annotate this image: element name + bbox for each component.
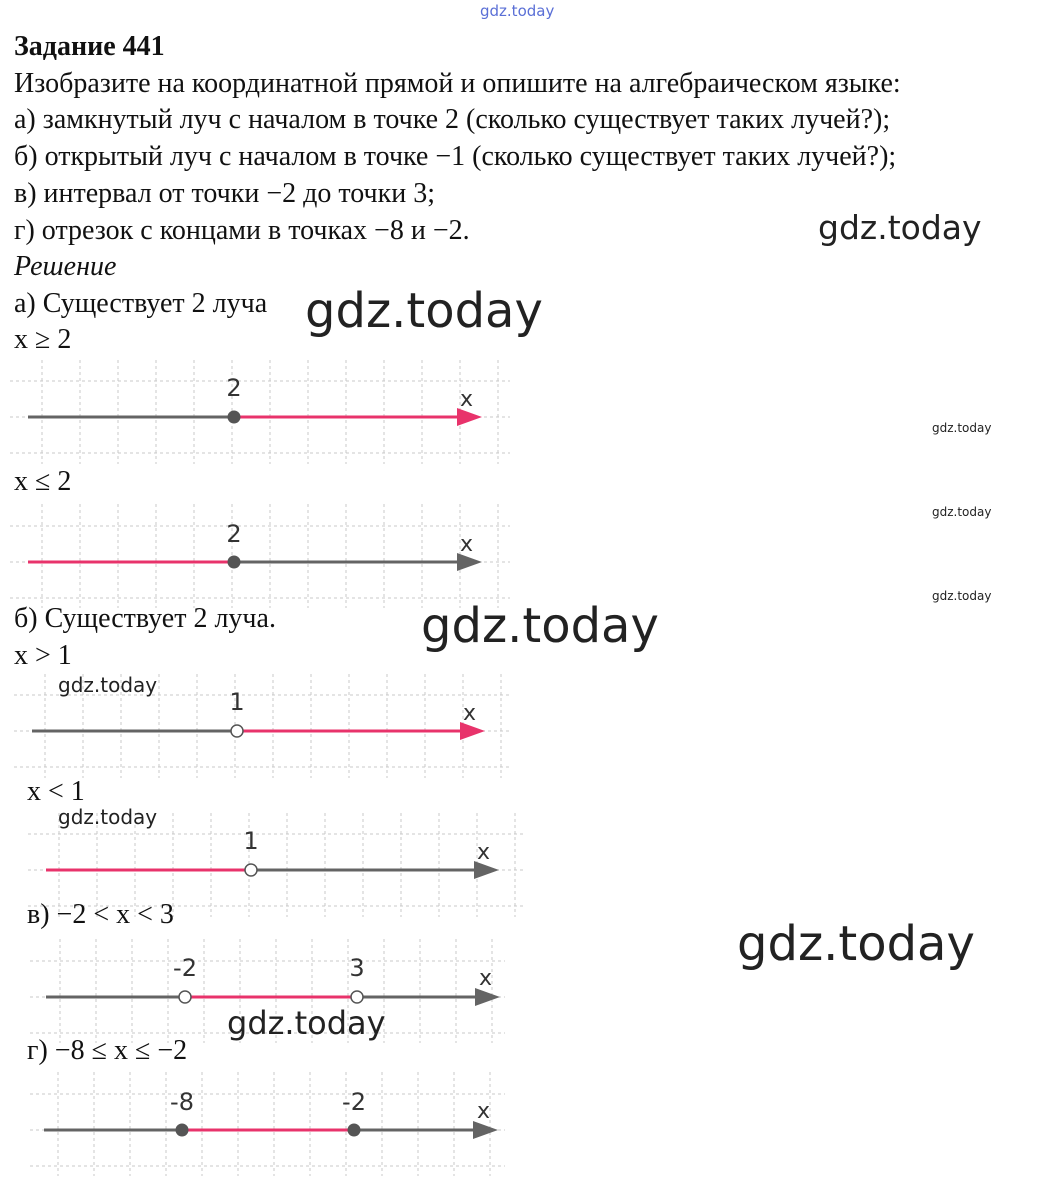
task-intro: Изобразите на координатной прямой и опишите на алгебраическом языке:	[14, 68, 901, 99]
solution-heading: Решение	[14, 251, 117, 282]
solution-part-a: а) Существует 2 луча	[14, 288, 268, 319]
inequality-v: в) −2 < x < 3	[27, 899, 174, 930]
grid	[10, 360, 510, 464]
point-label: -2	[173, 954, 197, 982]
open-point	[231, 725, 243, 737]
watermark: gdz.today	[932, 505, 992, 519]
watermark: gdz.today	[737, 916, 975, 972]
axis-label: x	[479, 966, 493, 991]
solution-part-b: б) Существует 2 луча.	[14, 603, 276, 634]
grid	[10, 504, 510, 608]
watermark: gdz.today	[58, 673, 158, 697]
open-point	[245, 864, 257, 876]
axis-label: x	[460, 387, 474, 412]
axis-label: x	[477, 840, 491, 865]
point-label: 2	[226, 374, 242, 402]
axis-label: x	[463, 701, 477, 726]
task-item-g: г) отрезок с концами в точках −8 и −2.	[14, 215, 470, 246]
closed-point	[348, 1124, 361, 1137]
watermark: gdz.today	[58, 805, 158, 829]
inequality-a2: x ≤ 2	[14, 466, 72, 497]
inequality-g: г) −8 ≤ x ≤ −2	[27, 1035, 188, 1066]
number-line-2	[0, 502, 520, 610]
closed-point	[228, 411, 241, 424]
watermark: gdz.today	[227, 1004, 386, 1042]
watermark: gdz.today	[932, 421, 992, 435]
task-item-v: в) интервал от точки −2 до точки 3;	[14, 178, 435, 209]
point-label: 3	[349, 954, 365, 982]
task-item-a: а) замкнутый луч с началом в точке 2 (сколько существует таких лучей?);	[14, 104, 891, 135]
inequality-b2: x < 1	[27, 776, 85, 807]
point-label: 1	[243, 827, 259, 855]
closed-point	[228, 556, 241, 569]
axis-label: x	[460, 532, 474, 557]
watermark: gdz.today	[818, 208, 982, 247]
inequality-a1: x ≥ 2	[14, 324, 72, 355]
number-line-1	[0, 358, 520, 466]
point-label: -2	[342, 1088, 366, 1116]
task-item-b: б) открытый луч с началом в точке −1 (сколько существует таких лучей?);	[14, 141, 897, 172]
number-line-6	[0, 1070, 520, 1178]
closed-point	[176, 1124, 189, 1137]
point-label: 2	[226, 520, 242, 548]
watermark: gdz.today	[932, 589, 992, 603]
watermark: gdz.today	[305, 283, 543, 339]
point-label: -8	[170, 1088, 194, 1116]
watermark-top: gdz.today	[480, 2, 555, 20]
watermark: gdz.today	[421, 598, 659, 654]
axis-label: x	[477, 1099, 491, 1124]
inequality-b1: x > 1	[14, 640, 72, 671]
open-point	[351, 991, 363, 1003]
point-label: 1	[229, 688, 245, 716]
grid	[30, 1072, 505, 1176]
task-title: Задание 441	[14, 31, 165, 62]
open-point	[179, 991, 191, 1003]
